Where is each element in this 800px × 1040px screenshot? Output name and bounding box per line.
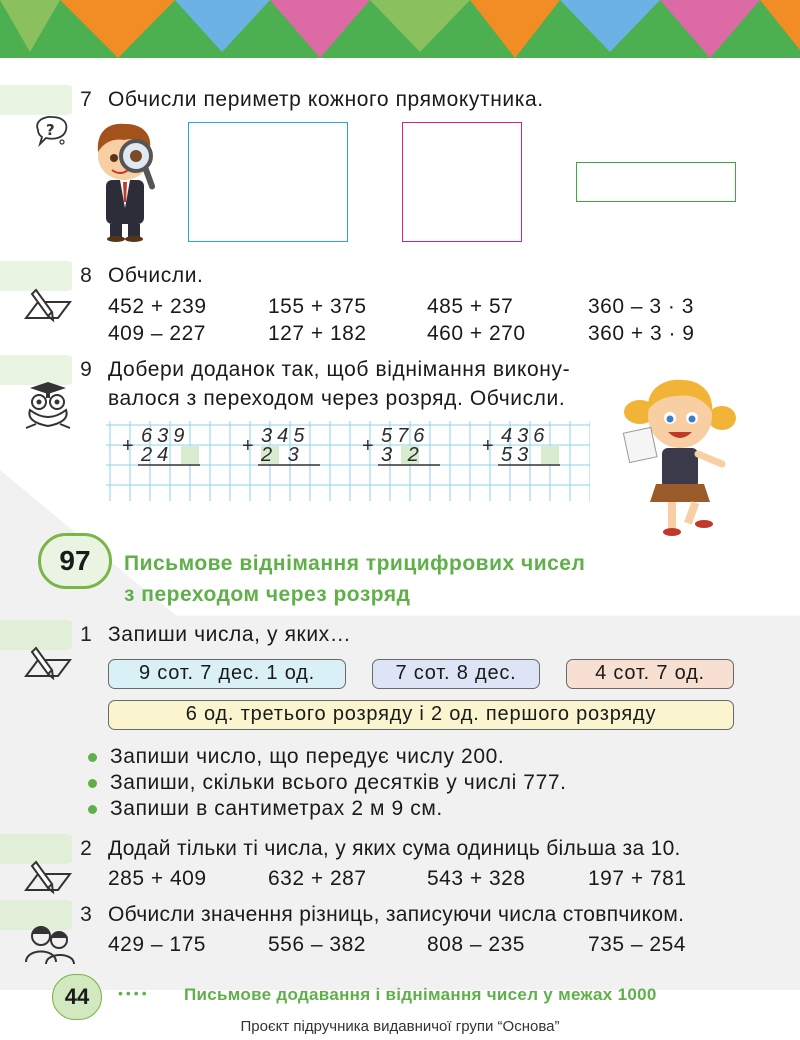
l1-bullet-3: Запиши в сантиметрах 2 м 9 см. <box>110 797 443 820</box>
l3-number: 3 <box>72 900 100 930</box>
rectangle-cyan <box>188 122 348 242</box>
ex9-col2-sign: + <box>242 435 254 457</box>
ex8-band <box>0 261 80 291</box>
ex8-expr-1-2: 155 + 375 <box>268 295 367 318</box>
bullet-dot <box>88 753 97 762</box>
question-icon <box>32 114 72 155</box>
l1-bullet-1: Запиши число, що передує числу 200. <box>110 745 505 768</box>
ex7-number: 7 <box>72 85 100 115</box>
ex7-band <box>0 85 80 115</box>
l1-number: 1 <box>72 620 100 650</box>
l1-text: Запиши числа, у яких… <box>108 623 352 646</box>
l1-wide-chip: 6 од. третього розряду і 2 од. першого розряду <box>108 700 734 730</box>
ex8-text: Обчисли. <box>108 264 204 287</box>
ex9-line2: валося з переходом через розряд. Обчисли. <box>108 387 566 410</box>
ex9-col3-sign: + <box>362 435 374 457</box>
l1-chip-2: 7 сот. 8 дес. <box>372 659 540 689</box>
ex9-col1-top: 639 <box>141 425 190 447</box>
l3-expr-2: 556 – 382 <box>268 933 366 956</box>
l3-expr-3: 808 – 235 <box>427 933 525 956</box>
ex7-text: Обчисли периметр кожного прямокутника. <box>108 88 544 111</box>
lesson-title-line2: з переходом через розряд <box>124 583 411 606</box>
l3-text: Обчисли значення різниць, записуючи числа стовпчиком. <box>108 903 685 926</box>
ex9-col2-top: 345 <box>261 425 310 447</box>
page-number: 44 <box>52 974 102 1020</box>
l2-expr-4: 197 + 781 <box>588 867 687 890</box>
ex9-grid <box>106 421 590 501</box>
ex9-col4-sign: + <box>482 435 494 457</box>
ex9-col3-bottom: 3 2 <box>381 444 424 466</box>
l2-expr-2: 632 + 287 <box>268 867 367 890</box>
ex9-number: 9 <box>72 355 100 385</box>
bullet-dot <box>88 805 97 814</box>
pencil-book-icon <box>22 288 76 333</box>
bullet-dot <box>88 779 97 788</box>
ex8-number: 8 <box>72 261 100 291</box>
boy-detective-illustration <box>90 118 170 247</box>
top-banner <box>0 0 800 58</box>
l2-expr-3: 543 + 328 <box>427 867 526 890</box>
ex9-col1-sign: + <box>122 435 134 457</box>
l1-chip-1: 9 сот. 7 дес. 1 од. <box>108 659 346 689</box>
ex8-expr-2-4: 360 + 3 · 9 <box>588 322 695 345</box>
ex9-col4-bottom: 53 <box>501 444 534 466</box>
ex8-expr-2-1: 409 – 227 <box>108 322 206 345</box>
lesson-number: 97 <box>38 533 112 589</box>
ex9-col1-bottom: 24 <box>141 444 174 466</box>
l2-text: Додай тільки ті числа, у яких сума одиниць більша за 10. <box>108 837 681 860</box>
people-icon <box>24 922 76 971</box>
rectangle-magenta <box>402 122 522 242</box>
l3-expr-4: 735 – 254 <box>588 933 686 956</box>
pencil-book-icon <box>22 646 76 691</box>
pencil-book-icon <box>22 860 76 905</box>
footer-dots: •••• <box>118 985 150 1001</box>
girl-illustration <box>618 374 738 549</box>
l1-bullet-2: Запиши, скільки всього десятків у числі 777. <box>110 771 567 794</box>
ex8-expr-2-3: 460 + 270 <box>427 322 526 345</box>
ex8-expr-1-3: 485 + 57 <box>427 295 514 318</box>
rectangle-green <box>576 162 736 202</box>
ex9-col2-bottom: 2 3 <box>261 444 304 466</box>
l1-chip-3: 4 сот. 7 од. <box>566 659 734 689</box>
ex9-col3-top: 576 <box>381 425 430 447</box>
ex9-line1: Добери доданок так, щоб віднімання викону- <box>108 358 571 381</box>
ex8-expr-2-2: 127 + 182 <box>268 322 367 345</box>
ex9-col4-top: 436 <box>501 425 550 447</box>
ex8-expr-1-4: 360 – 3 · 3 <box>588 295 694 318</box>
l2-number: 2 <box>72 834 100 864</box>
l3-expr-1: 429 – 175 <box>108 933 206 956</box>
l2-expr-1: 285 + 409 <box>108 867 207 890</box>
footer-title: Письмове додавання і віднімання чисел у межах 1000 <box>184 985 657 1004</box>
frog-icon <box>22 380 76 437</box>
svg-text:?: ? <box>46 121 55 139</box>
ex8-expr-1-1: 452 + 239 <box>108 295 207 318</box>
lesson-title-line1: Письмове віднімання трицифрових чисел <box>124 552 586 575</box>
publisher-credit: Проєкт підручника видавничої групи “Основа” <box>240 1018 560 1035</box>
